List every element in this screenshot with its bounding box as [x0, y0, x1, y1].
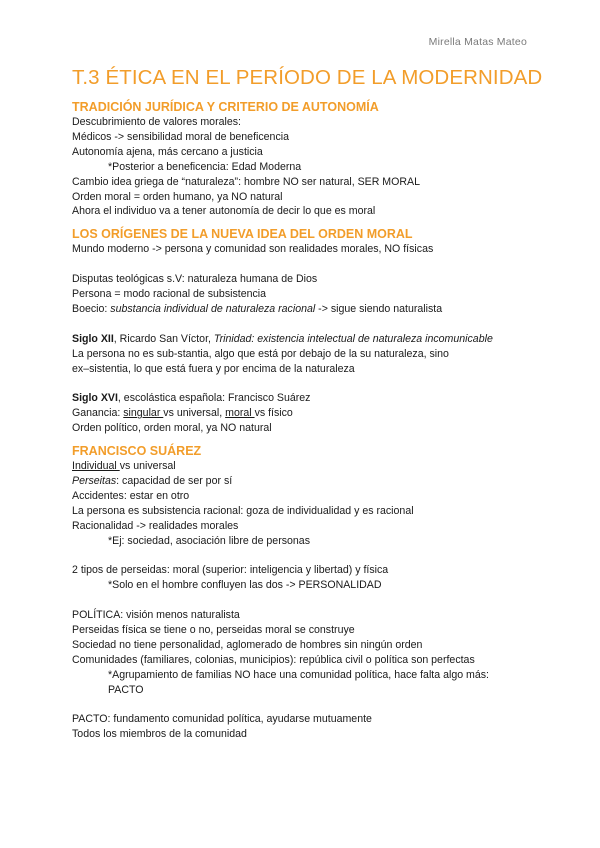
text-run: : capacidad de ser por sí	[116, 474, 233, 487]
text-run-italic: substancia individual de naturaleza racional	[110, 302, 316, 315]
section-francisco-suarez	[72, 444, 542, 742]
text-run: vs físico	[254, 407, 293, 420]
text-line: Comunidades (familiares, colonias, municipios): república civil o política son perfectas	[72, 653, 475, 666]
text-run: vs universal	[119, 460, 176, 473]
text-line: Descubrimiento de valores morales:	[72, 116, 241, 128]
text-line	[72, 406, 542, 421]
text-line: Persona = modo racional de subsistencia	[72, 288, 267, 301]
text-line: Racionalidad -> realidades morales	[72, 519, 239, 532]
text-line-indented: *Solo en el hombre confluyen las dos -> PERSONALIDAD	[108, 579, 382, 592]
text-run: vs universal,	[163, 407, 226, 420]
text-line: 2 tipos de perseidas: moral (superior: inteligencia y libertad) y física	[72, 564, 389, 577]
text-line: Perseidas física se tiene o no, perseidas moral se construye	[72, 624, 355, 637]
text-line: La persona es subsistencia racional: goza de individualidad y es racional	[72, 504, 414, 517]
text-run-bold: Siglo XII	[72, 332, 114, 345]
text-run: Ganancia:	[72, 407, 124, 420]
text-line: POLÍTICA: visión menos naturalista	[72, 609, 240, 622]
section-heading: LOS ORÍGENES DE LA NUEVA IDEA DEL ORDEN MORAL	[72, 227, 413, 242]
text-line: Todos los miembros de la comunidad	[72, 728, 247, 741]
text-line: Orden político, orden moral, ya NO natural	[72, 422, 272, 435]
section-origenes	[72, 227, 542, 436]
text-line: Cambio idea griega de “naturaleza”: hombre NO ser natural, SER MORAL	[72, 175, 420, 188]
text-run-bold: Siglo XVI	[72, 392, 118, 405]
text-run-italic: Trinidad: existencia intelectual de naturaleza incomunicable	[213, 332, 493, 345]
text-line	[72, 302, 542, 317]
text-line: PACTO: fundamento comunidad política, ayudarse mutuamente	[72, 713, 372, 726]
text-line-indented: *Ej: sociedad, asociación libre de personas	[108, 534, 310, 547]
text-line: Ahora el individuo va a tener autonomía de decir lo que es moral	[72, 205, 376, 218]
section-heading: TRADICIÓN JURÍDICA Y CRITERIO DE AUTONOMÍA	[72, 100, 379, 114]
text-run: -> sigue siendo naturalista	[315, 302, 443, 315]
section-tradicion-juridica	[72, 100, 542, 219]
text-line-indented: PACTO	[108, 683, 144, 696]
document-title: T.3 ÉTICA EN EL PERÍODO DE LA MODERNIDAD	[72, 66, 543, 89]
text-line: Orden moral = orden humano, ya NO natural	[72, 190, 283, 203]
author-name: Mirella Matas Mateo	[428, 36, 527, 48]
text-line: ex–sistentia, lo que está fuera y por encima de la naturaleza	[72, 362, 355, 375]
text-run-underlined: Individual	[72, 460, 120, 473]
text-line: Accidentes: estar en otro	[72, 489, 190, 502]
text-line	[72, 332, 542, 347]
text-run-underlined: moral	[225, 407, 255, 420]
text-line	[72, 459, 542, 474]
text-run: , Ricardo San Víctor,	[113, 332, 214, 345]
text-line: Mundo moderno -> persona y comunidad son realidades morales, NO físicas	[72, 243, 434, 256]
text-line-indented: *Agrupamiento de familias NO hace una comunidad política, hace falta algo más:	[108, 668, 490, 681]
text-run: , escolástica española: Francisco Suárez	[117, 392, 311, 405]
text-line: Disputas teológicas s.V: naturaleza humana de Dios	[72, 273, 318, 286]
text-run: Boecio:	[72, 302, 111, 315]
text-line: La persona no es sub-stantia, algo que está por debajo de la su naturaleza, sino	[72, 347, 449, 360]
document-body	[72, 66, 542, 742]
text-line: Sociedad no tiene personalidad, aglomerado de hombres sin ningún orden	[72, 638, 423, 651]
section-heading: FRANCISCO SUÁREZ	[72, 444, 202, 459]
text-run-italic: Perseitas	[72, 474, 117, 487]
text-line: Autonomía ajena, más cercano a justicia	[72, 145, 263, 158]
text-run-underlined: singular	[123, 407, 164, 420]
text-line-indented: *Posterior a beneficencia: Edad Moderna	[108, 160, 302, 173]
text-line	[72, 391, 542, 406]
text-line	[72, 474, 542, 489]
text-line: Médicos -> sensibilidad moral de beneficencia	[72, 130, 289, 143]
